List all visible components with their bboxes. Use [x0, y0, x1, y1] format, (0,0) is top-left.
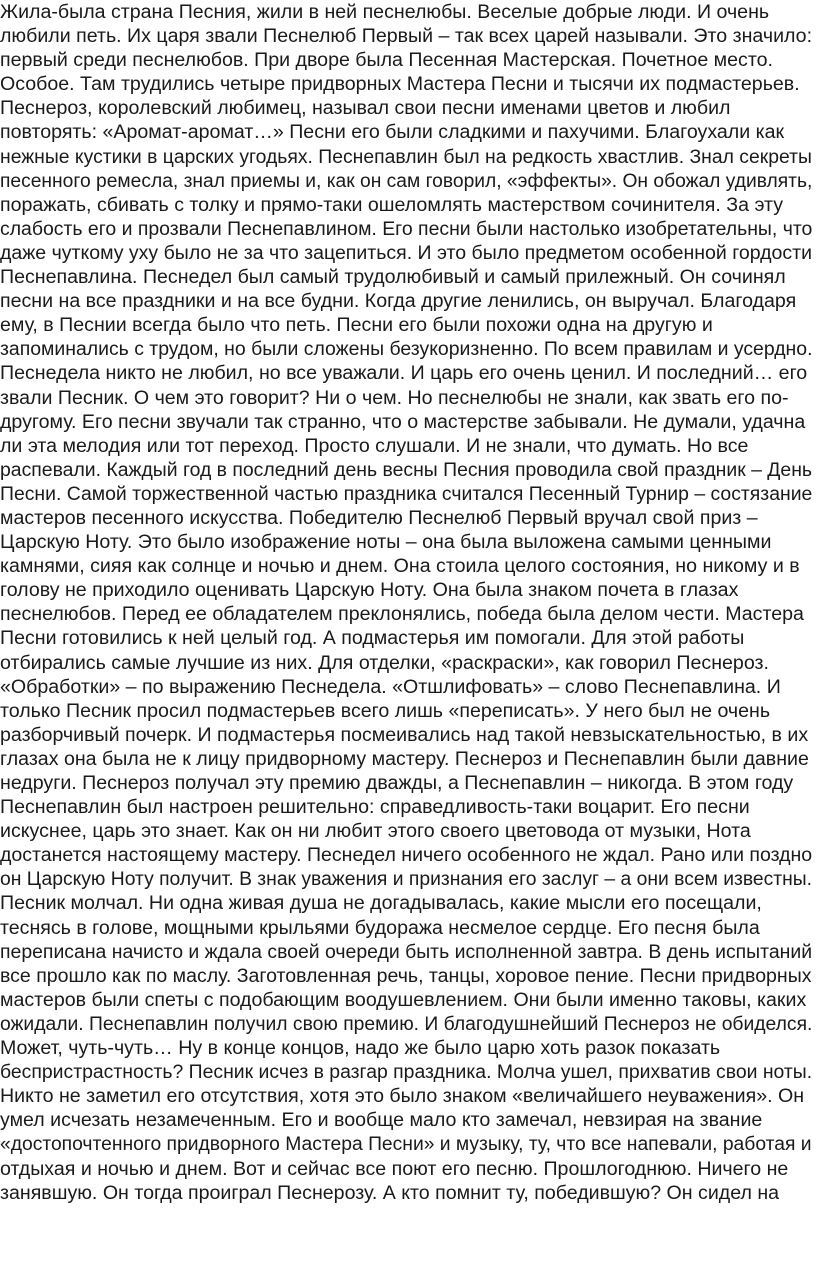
text-line: Песнедела никто не любил, но все уважали. И царь его очень ценил. И последний… его [0, 362, 808, 385]
text-line: Песник молчал. Ни одна живая душа не догадывалась, какие мысли его посещали, [0, 892, 762, 915]
text-line: отдыхая и ночью и днем. Вот и сейчас все поют его песню. Прошлогоднюю. Ничего не [0, 1157, 789, 1180]
text-line: Песни готовились к ней целый год. А подмастерья им помогали. Для этой работы [0, 627, 745, 650]
text-line: песнелюбов. Перед ее обладателем преклонялись, победа была делом чести. Мастера [0, 603, 804, 626]
text-line: Песнероз, королевский любимец, называл свои песни именами цветов и любил [0, 97, 731, 120]
text-line: камнями, сияя как солнце и ночью и днем. Она стоила целого состояния, но никому и в [0, 555, 800, 578]
text-line: другому. Его песни звучали так странно, что о мастерстве забывали. Не думали, удачна [0, 410, 806, 433]
text-line: занявшую. Он тогда проиграл Песнерозу. А кто помнит ту, победившую? Он сидел на [0, 1181, 780, 1204]
text-line: запоминались с трудом, но были сложены безукоризненно. По всем правилам и усердно. [0, 338, 813, 361]
text-line: повторять: «Аромат-аромат…» Песни его были сладкими и пахучими. Благоухали как [0, 121, 785, 144]
text-line: ему, в Песнии всегда было что петь. Песни его были похожи одна на другую и [0, 314, 713, 337]
text-line: глазах она была не к лицу придворному мастеру. Песнероз и Песнепавлин были давние [0, 747, 809, 770]
text-line: Царскую Ноту. Это было изображение ноты – она была выложена самыми ценными [0, 531, 772, 554]
text-line: ожидали. Песнепавлин получил свою премию. И благодушнейший Песнероз не обиделся. [0, 1012, 813, 1035]
text-line: умел исчезать незамеченным. Его и вообще мало кто замечал, невзирая на звание [0, 1109, 763, 1132]
text-line: Может, чуть-чуть… Ну в конце концов, надо же было царю хоть разок показать [0, 1037, 721, 1060]
text-line: переписана начисто и ждала своей очереди быть исполненной завтра. В день испытаний [0, 940, 813, 963]
text-line: все прошло как по маслу. Заготовленная речь, танцы, хоровое пение. Песни придворных [0, 964, 812, 987]
text-line: «Обработки» – по выражению Песнедела. «Отшлифовать» – слово Песнепавлина. И [0, 675, 781, 698]
text-line: искуснее, царь это знает. Как он ни любит этого своего цветовода от музыки, Нота [0, 820, 751, 843]
text-line: голову не приходило оценивать Царскую Ноту. Она была знаком почета в глазах [0, 579, 739, 602]
text-line: отбирались самые лучшие из них. Для отделки, «раскраски», как говорил Песнероз. [0, 651, 769, 674]
text-line: песенного ремесла, знал приемы и, как он сам говорил, «эффекты». Он обожал удивлять, [0, 169, 813, 192]
text-line: распевали. Каждый год в последний день весны Песния проводила свой праздник – День [0, 458, 813, 481]
text-line: «достопочтенного придворного Мастера Песни» и музыку, ту, что все напевали, работая и [0, 1133, 812, 1156]
text-line: ли эта мелодия или тот переход. Просто слушали. И не знали, что думать. Но все [0, 434, 749, 457]
text-line: нежные кустики в царских угодьях. Песнепавлин был на редкость хвастлив. Знал секреты [0, 145, 812, 168]
text-line: Никто не заметил его отсутствия, хотя это было знаком «величайшего неуважения». Он [0, 1085, 805, 1108]
text-line: он Царскую Ноту получит. В знак уважения и признания его заслуг – а они всем известны. [0, 868, 813, 891]
text-line: Жила-была страна Песния, жили в ней песнелюбы. Веселые добрые люди. И очень [0, 1, 770, 23]
text-line: беспристрастность? Песник исчез в разгар праздника. Молча ушел, прихватив свои ноты. [0, 1061, 813, 1084]
text-line: звали Песник. О чем это говорит? Ни о чем. Но песнелюбы не знали, как звать его по- [0, 386, 789, 409]
text-line: теснясь в голове, мощными крыльями будоража несмелое сердце. Его песня была [0, 916, 760, 939]
text-line: даже чуткому уху было не за что зацепиться. И это было предметом особенной гордости [0, 241, 813, 264]
text-line: поражать, сбивать с толку и прямо-таки ошеломлять мастерством сочинителя. За эту [0, 193, 784, 216]
text-line: первый среди песнелюбов. При дворе была Песенная Мастерская. Почетное место. [0, 49, 773, 72]
text-line: только Песник просил подмастерьев всего лишь «переписать». У него был не очень [0, 699, 771, 722]
text-line: мастеров песенного искусства. Победителю Песнелюб Первый вручал свой приз – [0, 506, 758, 529]
text-line: Песнепавлина. Песнедел был самый трудолюбивый и самый прилежный. Он сочинял [0, 266, 786, 289]
text-line: песни на все праздники и на все будни. Когда другие ленились, он выручал. Благодаря [0, 290, 797, 313]
text-line: достанется настоящему мастеру. Песнедел ничего особенного не ждал. Рано или поздно [0, 844, 813, 867]
text-line: недруги. Песнероз получал эту премию дважды, а Песнепавлин – никогда. В этом году [0, 772, 794, 794]
text-line: Особое. Там трудились четыре придворных Мастера Песни и тысячи их подмастерьев. [0, 73, 800, 96]
text-line: слабость его и прозвали Песнепавлином. Его песни были настолько изобретательны, что [0, 217, 813, 240]
text-line: любили петь. Их царя звали Песнелюб Первый – так всех царей называли. Это значило: [0, 25, 813, 48]
text-line: Песни. Самой торжественной частью праздника считался Песенный Турнир – состязание [0, 482, 813, 505]
text-line: Песнепавлин был настроен решительно: справедливость-таки воцарит. Его песни [0, 796, 750, 819]
text-line: мастеров были спеты с подобающим воодушевлением. Они были именно таковы, каких [0, 988, 807, 1011]
text-line: разборчивый почерк. И подмастерья посмеивались над такой невзыскательностью, в их [0, 723, 809, 746]
